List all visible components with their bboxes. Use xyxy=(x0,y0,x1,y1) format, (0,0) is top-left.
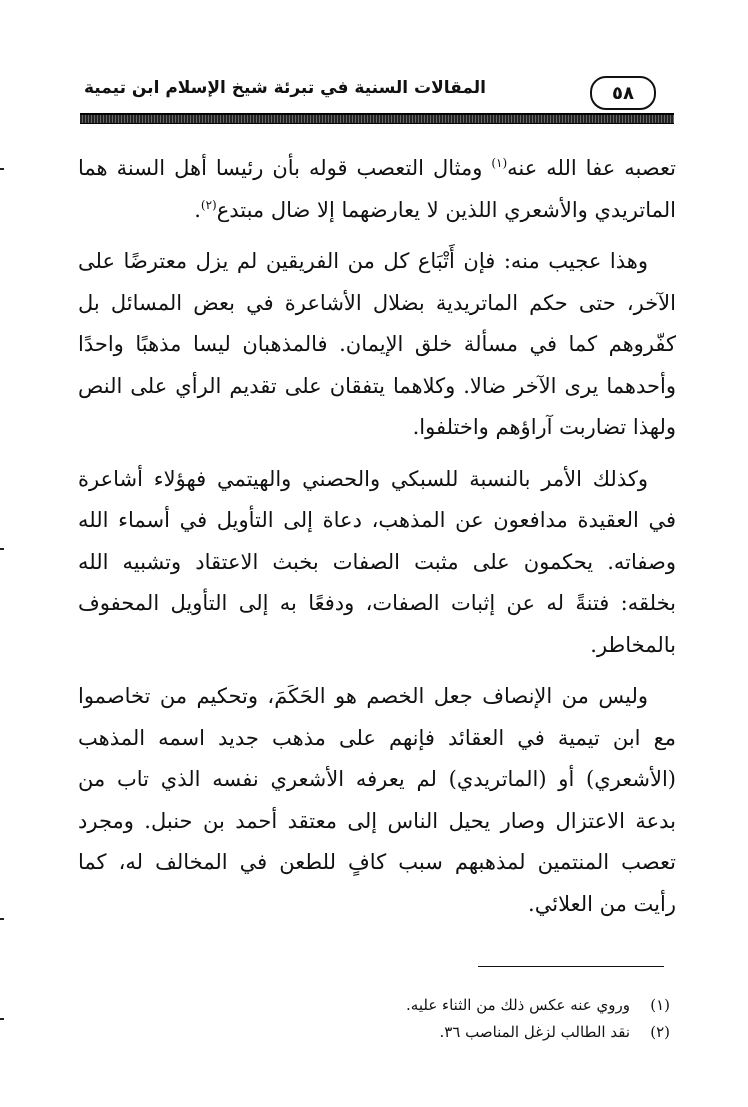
page-number-badge xyxy=(590,76,656,110)
paragraph-1 xyxy=(78,148,676,231)
footnote-1-text: وروي عنه عكس ذلك من الثناء عليه. xyxy=(406,996,630,1014)
paragraph-4: وليس من الإنصاف جعل الخصم هو الحَكَمَ، وتحكيم من تخاصموا مع ابن تيمية في العقائد فإنهم على مذهب جديد اسمه المذهب (الأشعري) أو (الماتريدي) لم يعرفه الأشعري نفسه الذي تاب من بدعة الاعتزال وصار يحيل الناس إلى معتقد أحمد بن حنبل. ومجرد تعصب المنتمين لمذهبهم سبب كافٍ للطعن في المخالف له، كما رأيت من العلائي. xyxy=(78,684,676,916)
footnote-ref-1: (١) xyxy=(491,156,508,170)
scan-mark xyxy=(0,918,4,920)
running-title: المقالات السنية في تبرئة شيخ الإسلام ابن تيمية xyxy=(84,78,486,98)
footnote-separator xyxy=(478,966,664,967)
footnote-1-number: (١) xyxy=(650,996,670,1014)
body-text xyxy=(78,148,676,935)
scan-mark xyxy=(0,1018,4,1020)
paragraph-1-text-b: ومثال التعصب قوله بأن رئيسا أهل السنة هما الماتريدي والأشعري اللذين لا يعارضهما إلا ضال مبتدع xyxy=(78,156,676,222)
footnote-2-number: (٢) xyxy=(650,1023,670,1041)
footnote-2 xyxy=(110,1019,670,1046)
paragraph-3: وكذلك الأمر بالنسبة للسبكي والحصني والهيتمي فهؤلاء أشاعرة في العقيدة مدافعون عن المذهب، دعاة إلى التأويل في أسماء الله وصفاته. يحكمون على مثبت الصفات بخبث الاعتقاد وتشبيه الله بخلقه: فتنةً له عن إثبات الصفات، ودفعًا به إلى التأويل المحفوف بالمخاطر. xyxy=(78,466,676,657)
paragraph-1-text-c: . xyxy=(194,197,201,222)
page-header xyxy=(80,70,670,114)
scan-mark xyxy=(0,548,4,550)
page-number: ٥٨ xyxy=(612,82,634,104)
scan-mark xyxy=(0,168,4,170)
paragraph-2: وهذا عجيب منه: فإن أَتْبَاع كل من الفريقين لم يزل معترضًا على الآخر، حتى حكم الماتريدية بضلال الأشاعرة في بعض المسائل بل كفّروهم كما في مسألة خلق الإيمان. فالمذهبان ليسا مذهبًا واحدًا وأحدهما يرى الآخر ضالا. وكلاهما يتفقان على تقديم الرأي على النص ولهذا تضاربت آراؤهم واختلفوا. xyxy=(78,249,676,439)
footnote-2-text: نقد الطالب لزغل المناصب ٣٦. xyxy=(439,1023,630,1041)
footnote-ref-2: (٢) xyxy=(200,197,217,212)
header-rule xyxy=(80,113,674,124)
footnote-1 xyxy=(110,992,670,1019)
paragraph-1-text-a: تعصبه عفا الله عنه xyxy=(507,156,676,180)
footnotes xyxy=(110,992,670,1046)
